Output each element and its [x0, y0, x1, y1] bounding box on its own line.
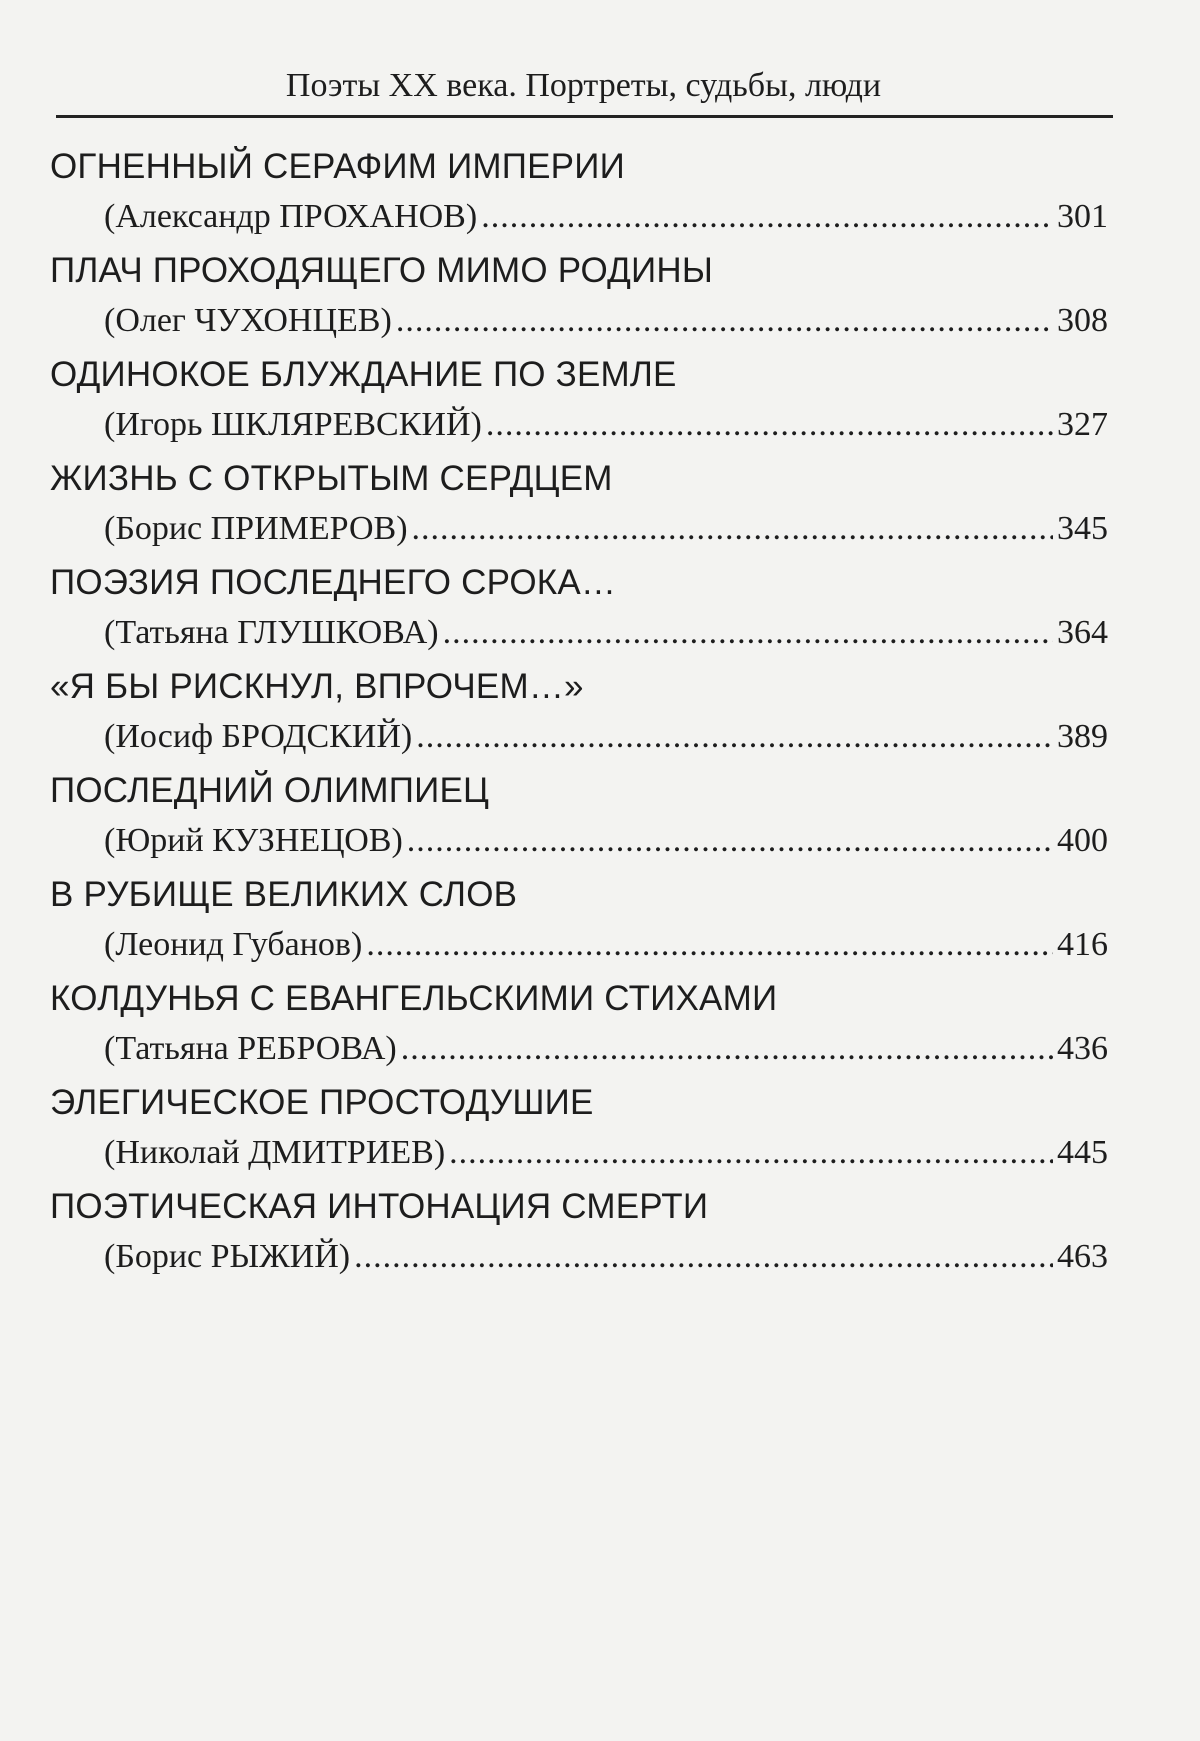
- dot-leader: [481, 192, 1053, 242]
- toc-entry-line: [104, 608, 1108, 658]
- toc-entry-author: (Татьяна РЕБРОВА): [104, 1030, 397, 1067]
- toc-entry-line: [104, 504, 1108, 554]
- toc-entry-page-number: 389: [1057, 718, 1108, 755]
- toc-entry-page-number: 463: [1057, 1238, 1108, 1275]
- toc-entry: [50, 766, 1112, 870]
- toc-entry-title: В РУБИЩЕ ВЕЛИКИХ СЛОВ: [50, 875, 518, 914]
- toc-entry-page-number: 308: [1057, 302, 1108, 339]
- toc-entry: [50, 558, 1112, 662]
- dot-leader: [443, 608, 1053, 658]
- toc-entry-author: (Борис ПРИМЕРОВ): [104, 510, 408, 547]
- toc-entry-page-number: 364: [1057, 614, 1108, 651]
- toc-entry-line: [104, 296, 1108, 346]
- toc-entry: [50, 662, 1112, 766]
- toc-entry: [50, 350, 1112, 454]
- toc-entry: [50, 454, 1112, 558]
- toc-entry-author: (Борис РЫЖИЙ): [104, 1238, 351, 1275]
- dot-leader: [449, 1128, 1053, 1178]
- toc-entry-title: ОДИНОКОЕ БЛУЖДАНИЕ ПО ЗЕМЛЕ: [50, 355, 677, 394]
- table-of-contents: [50, 142, 1112, 1286]
- toc-entry-title: ПОСЛЕДНИЙ ОЛИМПИЕЦ: [50, 771, 490, 810]
- header-rule: [56, 115, 1113, 118]
- dot-leader: [486, 400, 1053, 450]
- dot-leader: [366, 920, 1053, 970]
- dot-leader: [396, 296, 1053, 346]
- toc-entry-title: ПЛАЧ ПРОХОДЯЩЕГО МИМО РОДИНЫ: [50, 251, 714, 290]
- toc-entry-title: ПОЭТИЧЕСКАЯ ИНТОНАЦИЯ СМЕРТИ: [50, 1187, 709, 1226]
- toc-entry-author: (Татьяна ГЛУШКОВА): [104, 614, 439, 651]
- toc-entry-author: (Игорь ШКЛЯРЕВСКИЙ): [104, 406, 482, 443]
- toc-entry-page-number: 301: [1057, 198, 1108, 235]
- running-head: Поэты XX века. Портреты, судьбы, люди: [285, 67, 882, 104]
- toc-entry-author: (Иосиф БРОДСКИЙ): [104, 718, 413, 755]
- toc-entry-author: (Юрий КУЗНЕЦОВ): [104, 822, 403, 859]
- toc-entry: [50, 1078, 1112, 1182]
- toc-entry-line: [104, 712, 1108, 762]
- toc-entry: [50, 974, 1112, 1078]
- toc-entry-line: [104, 920, 1108, 970]
- toc-entry-title: ОГНЕННЫЙ СЕРАФИМ ИМПЕРИИ: [50, 147, 625, 186]
- toc-entry-author: (Александр ПРОХАНОВ): [104, 198, 478, 235]
- toc-entry-page-number: 416: [1057, 926, 1108, 963]
- toc-entry-title: КОЛДУНЬЯ С ЕВАНГЕЛЬСКИМИ СТИХАМИ: [50, 979, 778, 1018]
- toc-entry-page-number: 345: [1057, 510, 1108, 547]
- toc-entry-line: [104, 1128, 1108, 1178]
- toc-entry-page-number: 436: [1057, 1030, 1108, 1067]
- dot-leader: [412, 504, 1053, 554]
- toc-entry: [50, 142, 1112, 246]
- toc-entry-page-number: 445: [1057, 1134, 1108, 1171]
- toc-entry: [50, 1182, 1112, 1286]
- toc-entry-page-number: 400: [1057, 822, 1108, 859]
- dot-leader: [416, 712, 1053, 762]
- toc-entry-line: [104, 192, 1108, 242]
- toc-entry-line: [104, 400, 1108, 450]
- toc-entry-page-number: 327: [1057, 406, 1108, 443]
- toc-entry-line: [104, 1024, 1108, 1074]
- toc-entry-author: (Леонид Губанов): [104, 926, 363, 963]
- toc-entry-title: «Я БЫ РИСКНУЛ, ВПРОЧЕМ…»: [50, 667, 584, 706]
- toc-entry-title: ЖИЗНЬ С ОТКРЫТЫМ СЕРДЦЕМ: [50, 459, 613, 498]
- toc-entry-line: [104, 816, 1108, 866]
- toc-entry-line: [104, 1232, 1108, 1282]
- toc-entry-title: ЭЛЕГИЧЕСКОЕ ПРОСТОДУШИЕ: [50, 1083, 594, 1122]
- dot-leader: [407, 816, 1053, 866]
- toc-entry-title: ПОЭЗИЯ ПОСЛЕДНЕГО СРОКА…: [50, 563, 617, 602]
- toc-entry-author: (Олег ЧУХОНЦЕВ): [104, 302, 392, 339]
- dot-leader: [401, 1024, 1053, 1074]
- dot-leader: [354, 1232, 1053, 1282]
- toc-entry: [50, 870, 1112, 974]
- toc-entry: [50, 246, 1112, 350]
- toc-entry-author: (Николай ДМИТРИЕВ): [104, 1134, 446, 1171]
